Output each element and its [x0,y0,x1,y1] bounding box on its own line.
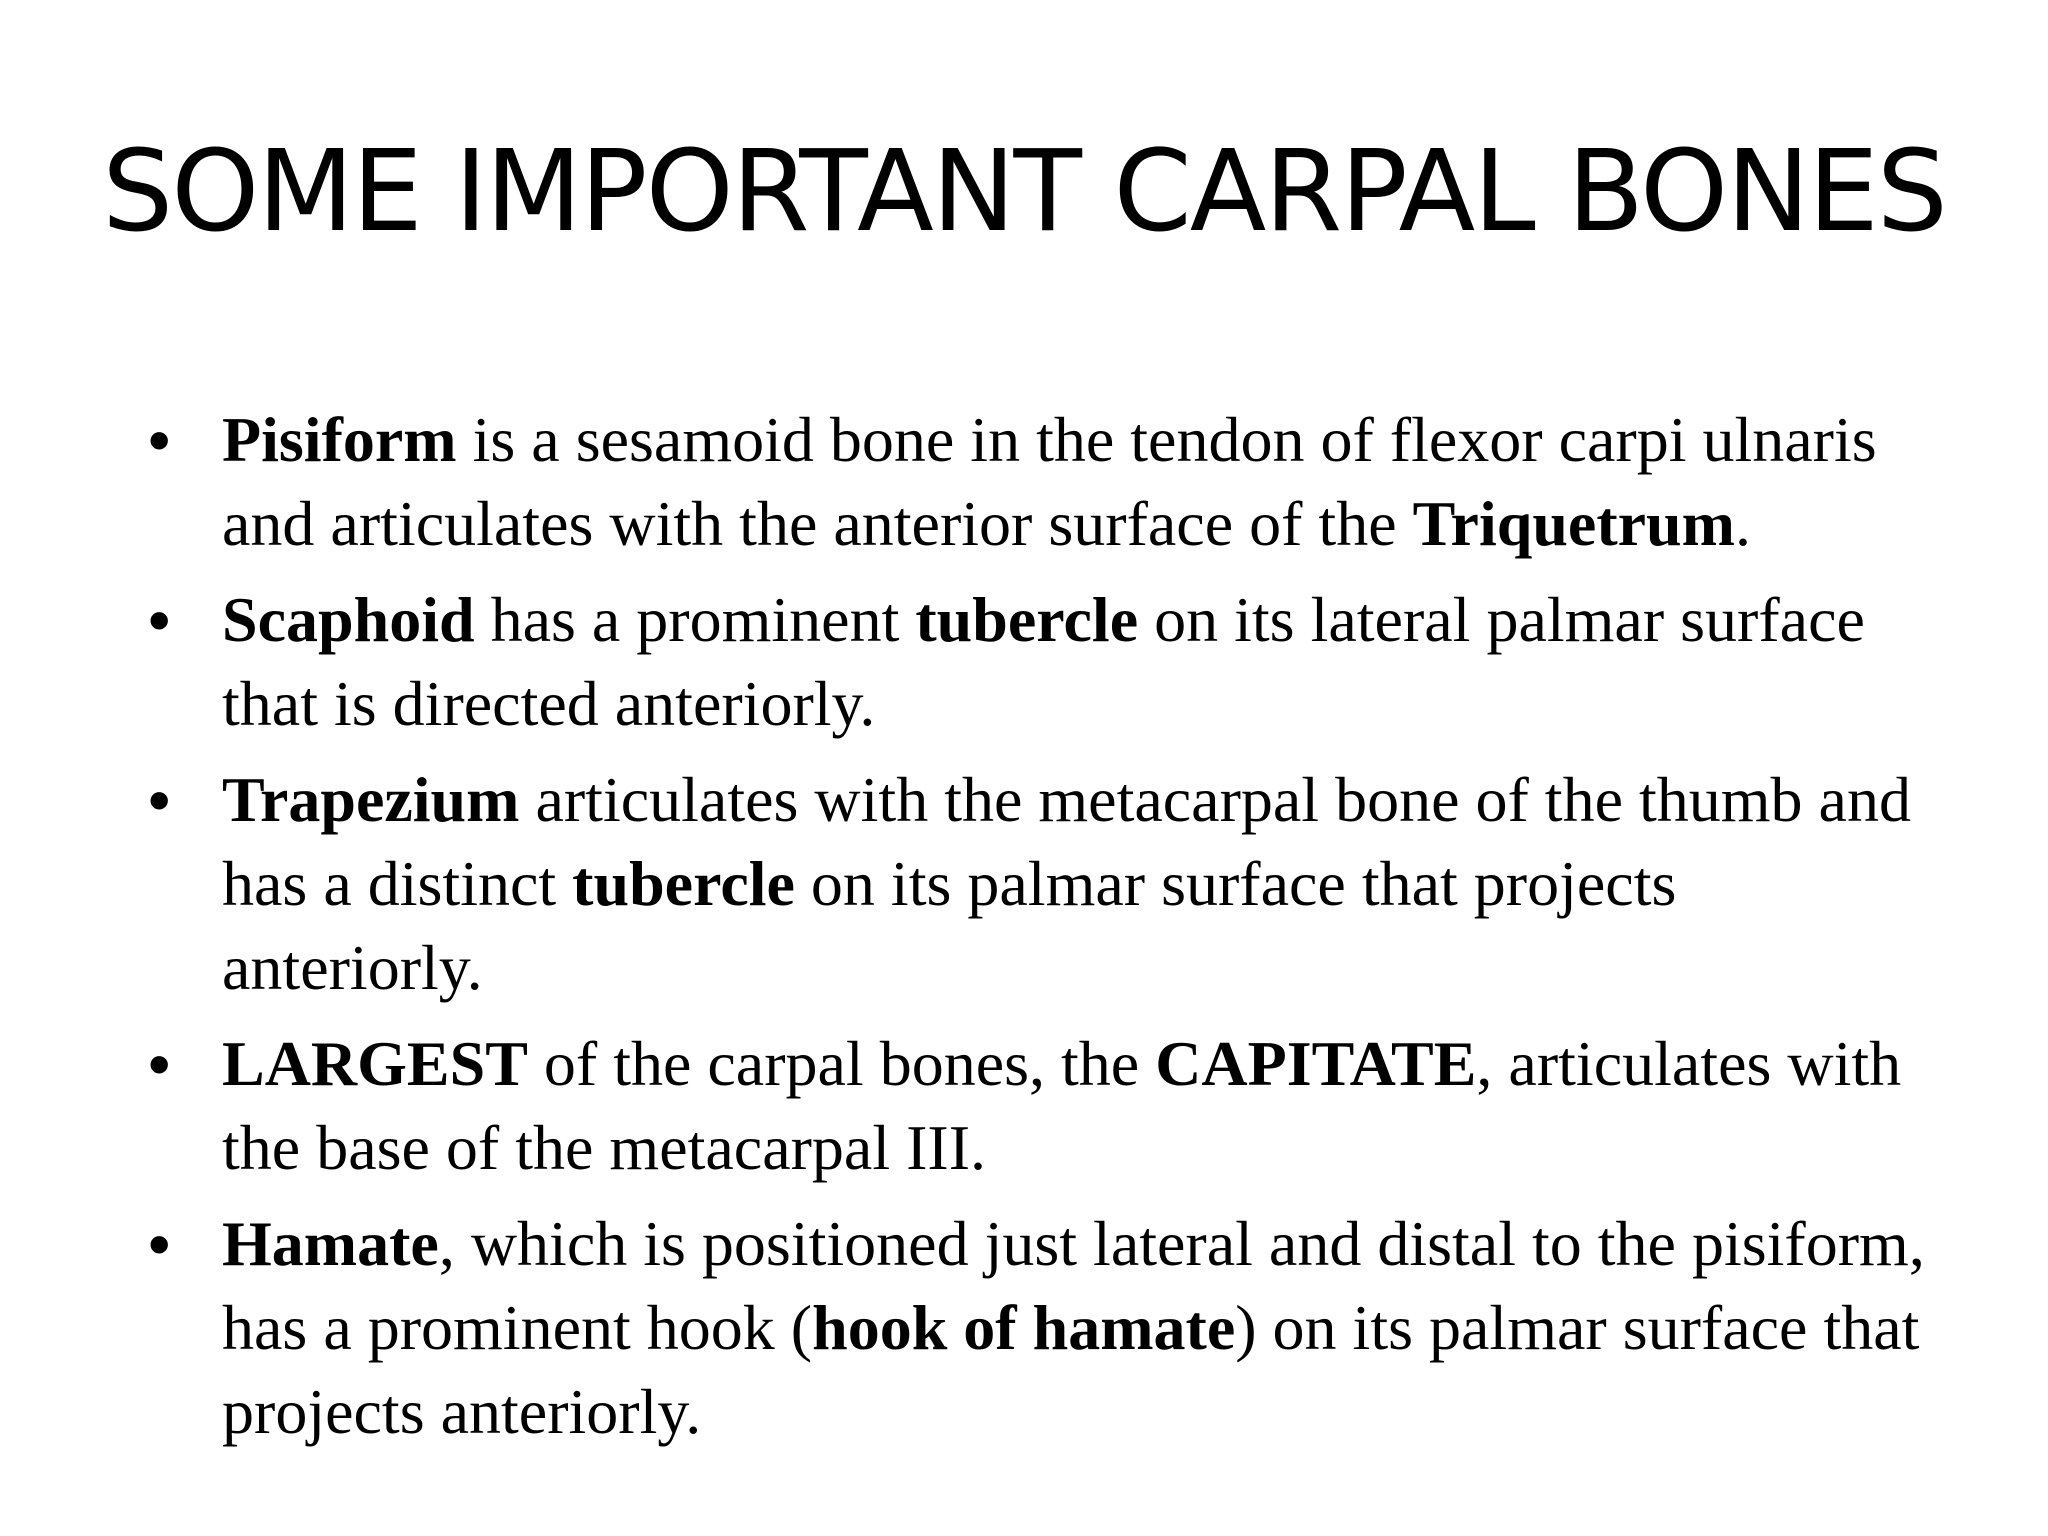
bold-term: tubercle [572,848,795,919]
bullet-text [222,584,1865,739]
bullet-pisiform [148,398,1928,566]
slide-title: SOME IMPORTANT CARPAL BONES [102,127,1946,257]
text-run: has a prominent [474,584,916,655]
bullet-list [148,398,1928,1466]
text-run: , which is positioned just lateral and distal to the pisiform, has a prominent hook ( [222,1208,1925,1363]
bullet-text [222,1028,1901,1183]
bullet-hamate [148,1202,1928,1454]
text-run: of the carpal bones, the [527,1028,1156,1099]
bullet-scaphoid [148,578,1928,746]
bold-term: tubercle [915,584,1139,655]
bullet-text [222,404,1877,559]
bold-term: hook of hamate [812,1292,1236,1363]
bullet-point-icon: • [148,584,171,656]
bullet-text [222,1208,1925,1447]
text-run: is a sesamoid bone in the tendon of flexor carpi ulnaris and articulates with the anterior surface of the [222,404,1877,559]
bullet-point-icon: • [148,404,171,476]
bullet-trapezium [148,758,1928,1010]
bold-term: CAPITATE [1155,1028,1477,1099]
bold-term: Hamate [222,1208,439,1279]
text-run: ) on its palmar surface that projects anteriorly. [222,1292,1920,1447]
bullet-text [222,764,1911,1003]
bullet-point-icon: • [148,1028,171,1100]
text-run: articulates with the metacarpal bone of the thumb and has a distinct [222,764,1911,919]
bold-term: LARGEST [222,1028,528,1099]
bold-term: Trapezium [222,764,520,835]
bold-term: Scaphoid [222,584,475,655]
text-run: on its palmar surface that projects anteriorly. [222,848,1677,1003]
bold-term: Pisiform [222,404,457,475]
bold-term: Triquetrum [1412,488,1735,559]
bullet-point-icon: • [148,764,171,836]
text-run: . [1734,488,1751,559]
bullet-capitate [148,1022,1928,1190]
text-run: on its lateral palmar surface that is directed anteriorly. [222,584,1865,739]
text-run: , articulates with the base of the metacarpal III. [222,1028,1902,1183]
bullet-point-icon: • [148,1208,171,1280]
